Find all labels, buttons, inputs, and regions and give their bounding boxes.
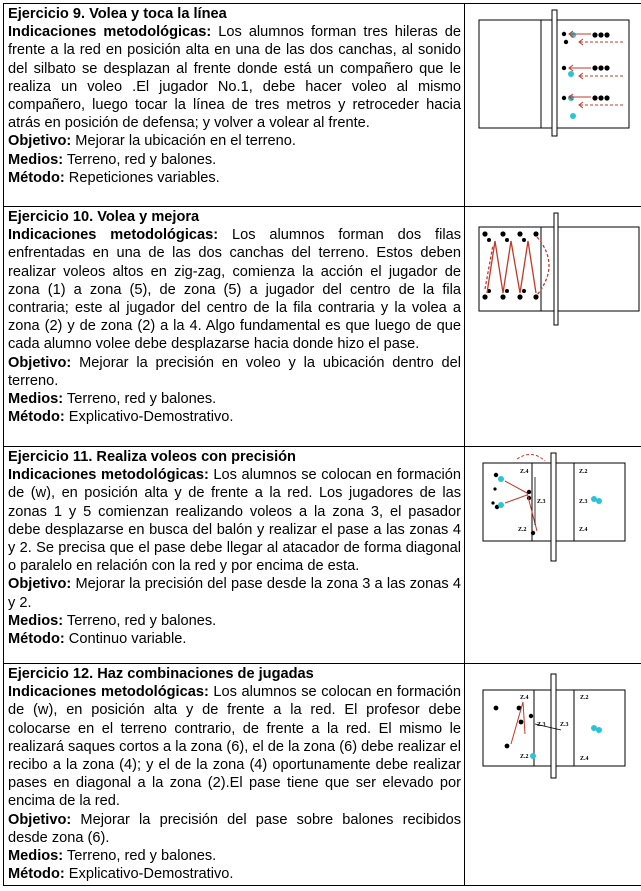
zone-label: Z.4 <box>580 756 589 762</box>
exercise-title: Ejercicio 11. Realiza voleos con precisión <box>8 449 296 465</box>
exercise-diagram-cell <box>465 207 641 447</box>
method-text: Repeticiones variables. <box>64 169 220 186</box>
exercise-method <box>8 408 461 426</box>
means-text: Terreno, red y balones. <box>63 391 217 408</box>
pass-arrows <box>505 454 545 531</box>
method-label: Método: <box>8 169 65 186</box>
objective-text: Mejorar la precisión del pase desde la zona 3 a las zonas 4 y 2. <box>8 576 461 611</box>
indications-label: Indicaciones metodológicas: <box>8 684 209 701</box>
means-label: Medios: <box>8 151 64 168</box>
player-markers <box>494 706 602 759</box>
player-markers <box>562 32 610 119</box>
exercise-means <box>8 390 461 408</box>
exercise-diagram-cell <box>465 447 641 664</box>
exercise-method <box>8 865 461 883</box>
indications-text: Los alumnos forman tres hileras de frente a la red en posición alta en una de las dos canchas, al sonido del silbato se desplazan al frente donde está un compañero que le realiza un voleo .El jugador No.1, debe hacer voleo al mismo compañero, luego tocar la línea de tres metros y retroceder hacia atrás en posición de defensa; y volver a volear al frente. <box>8 24 461 132</box>
exercise-text <box>4 4 465 207</box>
exercise-objective <box>8 575 461 611</box>
means-text: Terreno, red y balones. <box>63 612 217 629</box>
exercise-row <box>4 207 641 447</box>
objective-text: Mejorar la precisión en voleo y la ubicación dentro del terreno. <box>8 354 461 389</box>
exercise-diagram-cell <box>465 4 641 207</box>
exercise-title: Ejercicio 9. Volea y toca la línea <box>8 6 227 22</box>
exercise-title: Ejercicio 12. Haz combinaciones de jugadas <box>8 666 314 682</box>
exercise-objective <box>8 354 461 390</box>
court-diagram-10 <box>465 207 641 337</box>
exercise-means <box>8 847 461 865</box>
exercise-text <box>4 207 465 447</box>
means-label: Medios: <box>8 391 64 408</box>
zone-label: Z.3 <box>560 722 569 728</box>
method-text: Explicativo-Demostrativo. <box>64 866 234 883</box>
indications-text: Los alumnos forman dos filas enfrentadas en una de las dos canchas del terreno. Estos deben realizar voleos altos en zig-zag, comienza la acción el jugador de zona (1) a zona (5), de zona (5) a jugador del centro de la fila contraria; este al jugador del centro de la fila contraria y la volea a zona (2) y de zona (2) a la 4. Algo fundamental es que luego de que cada alumno volee debe desplazarse hacia donde hizo el pase. <box>8 227 461 353</box>
zone-label: Z.2 <box>580 695 589 701</box>
indications-text: Los alumnos se colocan en formación de (w), en posición alta y de frente a la red. Los jugadores de las zonas 1 y 5 comienzan realizando voleos a la zona 3, el pasador debe desplazarse en busca del balón y realizar el pase a las zonas 4 y 2. Se precisa que el pase debe llegar al atacador de forma diagonal o paralelo en relación con la red y por encima de esta. <box>8 467 461 575</box>
zigzag-arrows <box>485 237 549 295</box>
objective-label: Objetivo: <box>8 354 72 371</box>
means-label: Medios: <box>8 848 64 865</box>
exercise-diagram-cell <box>465 664 641 886</box>
exercise-indications <box>8 23 461 132</box>
exercise-objective <box>8 132 461 150</box>
indications-label: Indicaciones metodológicas: <box>8 24 212 41</box>
method-label: Método: <box>8 409 65 426</box>
zone-label: Z.2 <box>520 754 529 760</box>
means-label: Medios: <box>8 612 64 629</box>
means-text: Terreno, red y balones. <box>63 848 217 865</box>
indications-label: Indicaciones metodológicas: <box>8 467 209 484</box>
zone-label: Z.3 <box>537 499 546 505</box>
exercise-means <box>8 151 461 169</box>
objective-label: Objetivo: <box>8 576 72 593</box>
objective-label: Objetivo: <box>8 811 72 828</box>
exercise-objective <box>8 811 461 847</box>
zone-label: Z.4 <box>520 695 529 701</box>
objective-text: Mejorar la precisión del pase sobre balones recibidos desde zona (6). <box>8 811 461 846</box>
indications-text: Los alumnos se colocan en formación de (w), en posición alta y de frente a la red. El profesor debe colocarse en el terreno contrario, de frente a la red. El mismo le realizará saques cortos a la zona (6), el de la zona (6) debe realizar el recibo a la zona (4); y el de la zona (4) oportunamente debe realizar pases en diagonal a la zona (2).El pase tiene que ser elevado por encima de la red. <box>8 684 461 810</box>
zone-label: Z.2 <box>518 527 527 533</box>
objective-label: Objetivo: <box>8 133 72 150</box>
indications-label: Indicaciones metodológicas: <box>8 227 219 244</box>
court-diagram-11 <box>465 447 641 567</box>
exercise-indications <box>8 226 461 353</box>
exercise-means <box>8 612 461 630</box>
method-label: Método: <box>8 866 65 883</box>
exercise-text <box>4 664 465 886</box>
exercise-row <box>4 4 641 207</box>
exercise-text <box>4 447 465 664</box>
exercise-row <box>4 664 641 886</box>
exercise-method <box>8 630 461 648</box>
method-text: Continuo variable. <box>64 631 187 648</box>
zone-label: Z.4 <box>579 527 588 533</box>
zone-label: Z.4 <box>520 469 529 475</box>
exercise-indications <box>8 683 461 810</box>
exercise-title: Ejercicio 10. Volea y mejora <box>8 209 200 225</box>
court-diagram-12 <box>465 664 641 784</box>
zone-label: Z.3 <box>537 722 546 728</box>
method-label: Método: <box>8 631 65 648</box>
exercise-table <box>3 3 641 886</box>
zone-label: Z.2 <box>579 469 588 475</box>
method-text: Explicativo-Demostrativo. <box>64 409 234 426</box>
court-diagram-9 <box>465 4 641 144</box>
exercise-row <box>4 447 641 664</box>
objective-text: Mejorar la ubicación en el terreno. <box>71 133 296 150</box>
exercise-indications <box>8 466 461 575</box>
means-text: Terreno, red y balones. <box>63 151 217 168</box>
zone-label: Z.3 <box>579 499 588 505</box>
exercise-method <box>8 169 461 187</box>
